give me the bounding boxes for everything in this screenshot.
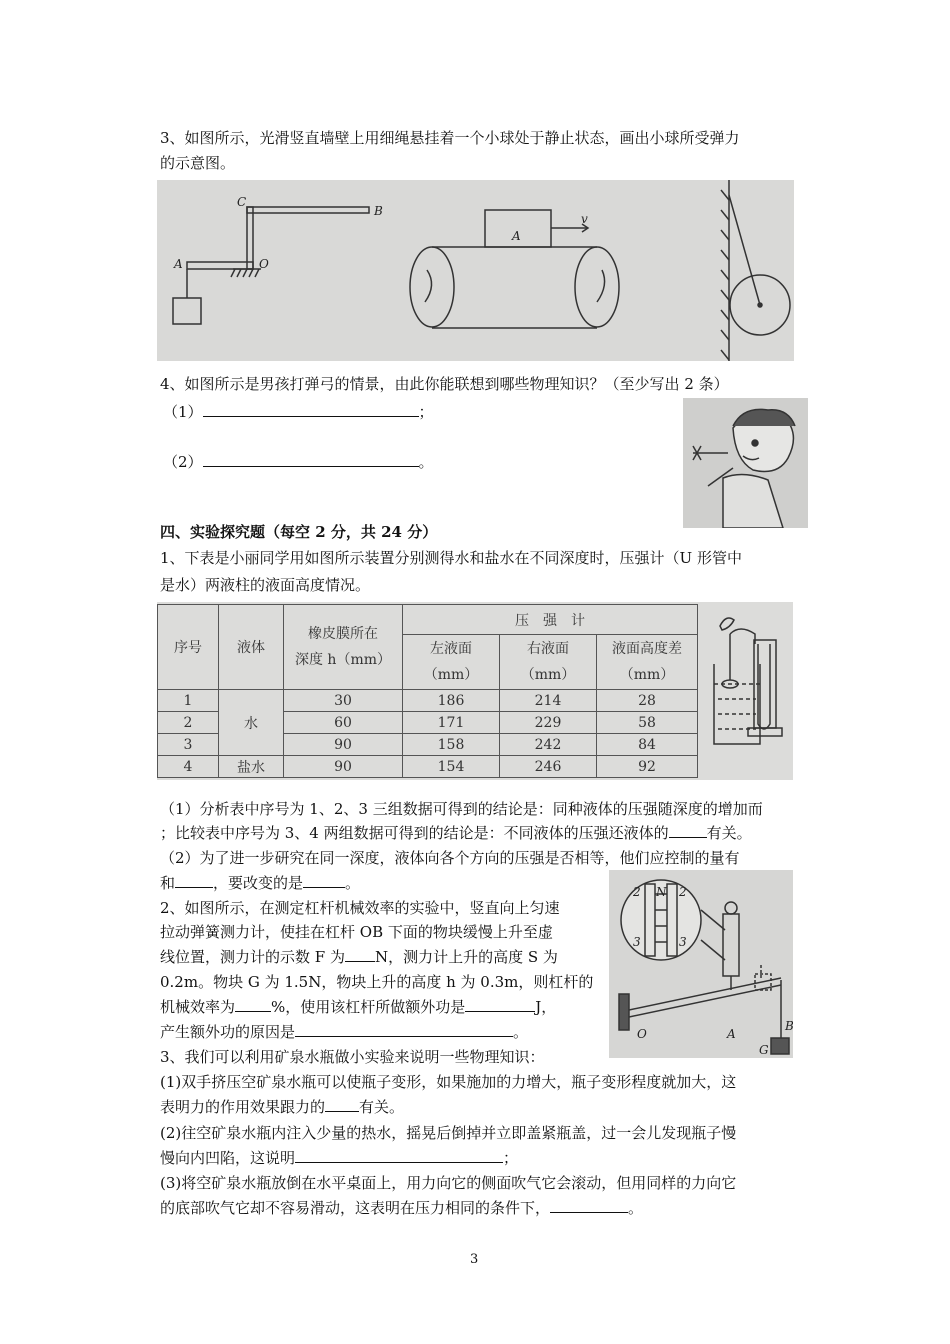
q3b-line2: (1)双手挤压空矿泉水瓶可以使瓶子变形，如果施加的力增大，瓶子变形程度就加大，这: [160, 1073, 737, 1091]
section4-title: 四、实验探究题（每空 2 分，共 24 分）: [160, 523, 438, 541]
cell-no: 1: [158, 690, 219, 712]
q1-part2-change: ，要改变的是: [213, 874, 304, 892]
th-liquid: 液体: [219, 605, 284, 690]
q3-line1: 3、如图所示，光滑竖直墙壁上用细绳悬挂着一个小球处于静止状态，画出小球所受弹力: [160, 129, 740, 147]
cell-depth: 60: [284, 712, 403, 734]
label-O: O: [259, 257, 269, 271]
scale-2-left: 2: [633, 885, 641, 899]
th-left-unit: （mm）: [423, 667, 479, 684]
q3b-blank-explanation[interactable]: [295, 1148, 503, 1163]
q3b-line7-end: 。: [628, 1199, 644, 1217]
q1-blank-change[interactable]: [303, 873, 345, 888]
q2-line6-text: 产生额外功的原因是: [160, 1023, 296, 1041]
q3b-line5: [160, 1148, 518, 1168]
q3b-blank-friction[interactable]: [550, 1198, 628, 1213]
cell-depth: 30: [284, 690, 403, 712]
cell-right: 229: [500, 712, 597, 734]
q1-blank-control[interactable]: [175, 873, 213, 888]
page-number: 3: [470, 1252, 479, 1267]
cell-depth: 90: [284, 734, 403, 756]
th-right-unit: （mm）: [520, 667, 576, 684]
pressure-table: [157, 604, 698, 778]
q4-answer2: [163, 452, 434, 472]
q2-line6: [160, 1022, 528, 1042]
q3b-line6: (3)将空矿泉水瓶放倒在水平桌面上，用力向它的侧面吹气它会滚动，但用同样的力向它: [160, 1174, 737, 1192]
s4-q1-line1: 1、下表是小丽同学用如图所示装置分别测得水和盐水在不同深度时，压强计（U 形管中: [160, 549, 742, 567]
q2-line5-mid: %，使用该杠杆所做额外功是: [271, 998, 466, 1016]
q2-line3: [160, 947, 558, 967]
cell-left: 171: [403, 712, 500, 734]
cell-diff: 28: [597, 690, 698, 712]
scale-N: N: [656, 885, 667, 899]
cell-right: 246: [500, 756, 597, 778]
cell-diff: 92: [597, 756, 698, 778]
cell-left: 186: [403, 690, 500, 712]
cell-no: 2: [158, 712, 219, 734]
cell-no: 3: [158, 734, 219, 756]
th-diff: [597, 635, 698, 690]
pressure-gauge-drawing: [700, 604, 792, 778]
scale-2-right: 2: [679, 885, 687, 899]
th-depth-line1: 橡皮膜所在: [308, 626, 378, 642]
th-right-label: 右液面: [527, 641, 569, 658]
q4-blank1[interactable]: [203, 402, 419, 417]
cell-diff: 58: [597, 712, 698, 734]
q3b-line3-end: 有关。: [359, 1098, 405, 1116]
th-left-label: 左液面: [430, 641, 472, 658]
label-A: A: [174, 257, 183, 271]
scale-3-right: 3: [679, 935, 687, 949]
label-B: B: [785, 1019, 793, 1033]
label-B: B: [374, 204, 383, 218]
q3b-line3: [160, 1097, 404, 1117]
th-depth-line2: 深度 h（mm）: [294, 652, 392, 668]
th-left: [403, 635, 500, 690]
q2-line3-rest: N，测力计上升的高度 S 为: [374, 948, 558, 966]
q4-blank2-prefix: （2）: [163, 453, 203, 471]
th-no: 序号: [158, 605, 219, 690]
q4-blank1-suffix: ；: [418, 403, 434, 421]
cell-diff: 84: [597, 734, 698, 756]
q4-blank1-prefix: （1）: [163, 403, 203, 421]
q2-line4: 0.2m。物块 G 为 1.5N，物块上升的高度 h 为 0.3m，则杠杆的: [160, 973, 594, 991]
cell-depth: 90: [284, 756, 403, 778]
th-right: [500, 635, 597, 690]
q2-blank-force[interactable]: [345, 947, 375, 962]
label-O: O: [637, 1027, 647, 1041]
th-diff-unit: （mm）: [619, 667, 675, 684]
slingshot-boy-image: [683, 398, 808, 528]
label-v: v: [581, 212, 588, 226]
q2-line2: 拉动弹簧测力计，使挂在杠杆 OB 下面的物块缓慢上升至虚: [160, 923, 553, 941]
q2-blank-extra-work[interactable]: [465, 997, 535, 1012]
q1-part2-and: 和: [160, 874, 176, 892]
lever-figure-drawing: [609, 870, 793, 1058]
q2-blank-efficiency[interactable]: [235, 997, 271, 1012]
q3b-blank-force-factor[interactable]: [325, 1097, 359, 1112]
lever-figure: [609, 870, 793, 1058]
q1-part2-end: 。: [345, 874, 361, 892]
label-block-A: A: [512, 229, 521, 243]
table-row: [158, 690, 698, 712]
q3-figure-drawing: [157, 180, 794, 361]
cell-right: 242: [500, 734, 597, 756]
q1-part2: （2）为了进一步研究在同一深度，液体向各个方向的压强是否相等，他们应控制的量有: [160, 849, 740, 867]
cell-right: 214: [500, 690, 597, 712]
q1-part2-blanks: [160, 873, 360, 893]
q1-blank-liquid-factor[interactable]: [669, 823, 707, 838]
q3b-line1: 3、我们可以利用矿泉水瓶做小实验来说明一些物理知识：: [160, 1048, 545, 1066]
table-row: [158, 756, 698, 778]
q3-figure: [157, 180, 794, 361]
cell-liquid: 盐水: [219, 756, 284, 778]
slingshot-boy-drawing: [683, 398, 808, 528]
scale-3-left: 3: [633, 935, 641, 949]
cell-liquid: 水: [219, 690, 284, 756]
q3-line2: 的示意图。: [160, 154, 236, 172]
q2-line1: 2、如图所示，在测定杠杆机械效率的实验中，竖直向上匀速: [160, 899, 560, 917]
q3b-line5-text: 慢向内凹陷，这说明: [160, 1149, 296, 1167]
q1-conclusion1: （1）分析表中序号为 1、2、3 三组数据可得到的结论是：同种液体的压强随深度的增加而: [160, 800, 763, 818]
q2-line3-text: 线位置，测力计的示数 F 为: [160, 948, 345, 966]
q1-conclusion2-suffix: 有关。: [706, 824, 752, 842]
q2-line5-end: J，: [535, 998, 557, 1016]
q1-conclusion2-text: ；比较表中序号为 3、4 两组数据可得到的结论是：不同液体的压强还液体的: [160, 824, 669, 842]
q4-answer1: [163, 402, 434, 422]
q4-question: 4、如图所示是男孩打弹弓的情景，由此你能联想到哪些物理知识？（至少写出 2 条）: [160, 375, 729, 393]
q1-conclusion2: [160, 823, 752, 843]
q2-line6-end: 。: [513, 1023, 529, 1041]
q3b-line3-text: 表明力的作用效果跟力的: [160, 1098, 326, 1116]
q3b-line7: [160, 1198, 643, 1218]
th-depth: [284, 605, 403, 690]
label-G: G: [759, 1043, 769, 1057]
label-C: C: [237, 195, 247, 209]
q3b-line5-end: ；: [503, 1149, 519, 1167]
q3b-line4: (2)往空矿泉水瓶内注入少量的热水，摇晃后倒掉并立即盖紧瓶盖，过一会儿发现瓶子慢: [160, 1124, 737, 1142]
q2-line5: [160, 997, 556, 1017]
q2-blank-reason[interactable]: [295, 1022, 513, 1037]
cell-no: 4: [158, 756, 219, 778]
cell-left: 154: [403, 756, 500, 778]
q4-blank2[interactable]: [203, 452, 419, 467]
th-diff-label: 液面高度差: [612, 641, 682, 658]
q3b-line7-text: 的底部吹气它却不容易滑动，这表明在压力相同的条件下，: [160, 1199, 551, 1217]
s4-q1-line2: 是水）两液柱的液面高度情况。: [160, 576, 371, 594]
th-gauge: 压 强 计: [403, 605, 698, 635]
label-A: A: [727, 1027, 736, 1041]
cell-left: 158: [403, 734, 500, 756]
q4-blank2-suffix: 。: [418, 453, 434, 471]
q2-line5-text: 机械效率为: [160, 998, 236, 1016]
